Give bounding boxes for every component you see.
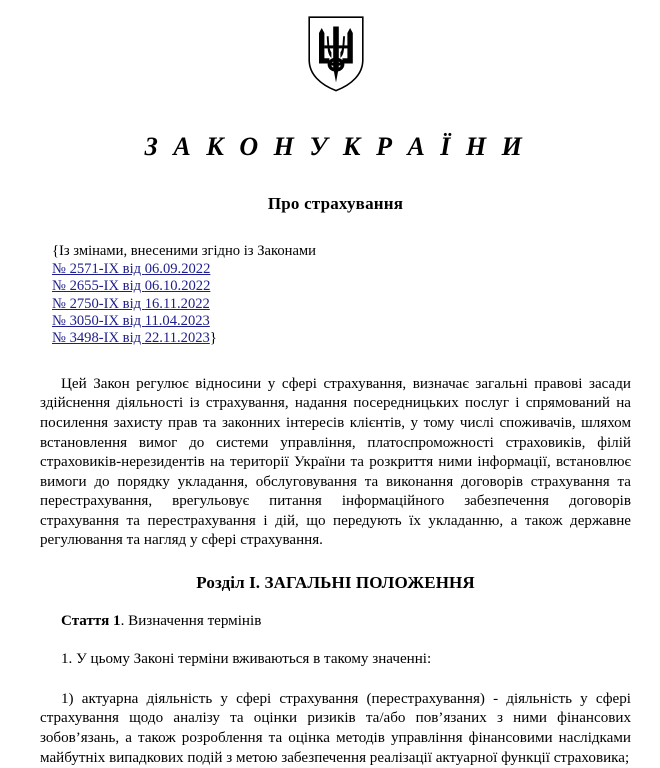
article-heading <box>40 612 631 632</box>
definition-item: 1) актуарна діяльність у сфері страхування (перестрахування) - діяльність у сфері страхування щодо аналізу та оцінки ризиків та/або пов’язаних з ними фінансових зобов’язань, а також розроблення та оцінка методів управління фінансовими наслідками майбутніх випадкових подій з метою забезпечення реалізації актуарної функції страховика; <box>40 690 631 766</box>
amendment-date: 06.10.2022 <box>144 278 211 295</box>
amendment-date: 06.09.2022 <box>144 260 211 277</box>
amendment-connector: від <box>119 278 145 295</box>
article-label: Стаття 1 <box>61 612 121 629</box>
amendment-number: № 3050-IX <box>52 312 120 329</box>
emblem-container <box>40 0 631 92</box>
amendment-link-2[interactable] <box>52 278 210 294</box>
preamble-paragraph: Цей Закон регулює відносини у сфері страхування, визначає загальні правові засади здійснення діяльності із страхування, надання посередницьких послуг і спрямований на посилення захисту прав та законних інтересів клієнтів, у тому числі споживачів, шляхом встановлення вимог до системи управління, платоспроможності страховиків, філій страховиків-нерезидентів на території України та розкриття ними інформації, встановлює вимоги до порядку укладання, обслуговування та виконання договорів страхування та перестрахування, врегульовує питання інформаційного забезпечення договорів страхування та перестрахування і дій, що передують їх укладанню, а також державне регулювання та нагляд у сфері страхування. <box>40 375 631 549</box>
amendment-line <box>52 330 631 347</box>
amendment-connector: від <box>119 330 145 347</box>
amendment-line <box>52 296 631 313</box>
amendment-number: № 2571-IX <box>52 260 120 277</box>
amendments-intro: {Із змінами, внесеними згідно із Законами <box>52 243 316 260</box>
amendment-line <box>52 261 631 278</box>
amendment-date: 16.11.2022 <box>144 295 210 312</box>
amendment-link-5[interactable] <box>52 330 210 346</box>
amendment-number: № 2750-IX <box>52 295 120 312</box>
amendment-link-4[interactable] <box>52 313 210 329</box>
amendments-block <box>40 243 631 347</box>
amendment-link-1[interactable] <box>52 261 210 277</box>
amendments-closing-brace: } <box>209 330 217 347</box>
amendment-line <box>52 278 631 295</box>
amendment-connector: від <box>119 260 145 277</box>
ukraine-trident-emblem <box>308 16 364 92</box>
law-subtitle: Про страхування <box>267 193 404 213</box>
amendment-connector: від <box>119 295 145 312</box>
section-heading: Розділ I. ЗАГАЛЬНІ ПОЛОЖЕННЯ <box>196 573 475 593</box>
amendment-line <box>52 313 631 330</box>
amendment-number: № 2655-IX <box>52 278 120 295</box>
amendment-link-3[interactable] <box>52 296 210 312</box>
amendment-date: 22.11.2023 <box>144 330 210 347</box>
amendment-connector: від <box>119 312 145 329</box>
amendment-number: № 3498-IX <box>52 330 120 347</box>
page-title: З А К О Н У К Р А Ї Н И <box>144 132 527 161</box>
article-title: . Визначення термінів <box>120 612 262 629</box>
clause-intro: 1. У цьому Законі терміни вживаються в такому значенні: <box>61 651 432 668</box>
amendment-date: 11.04.2023 <box>144 312 210 329</box>
